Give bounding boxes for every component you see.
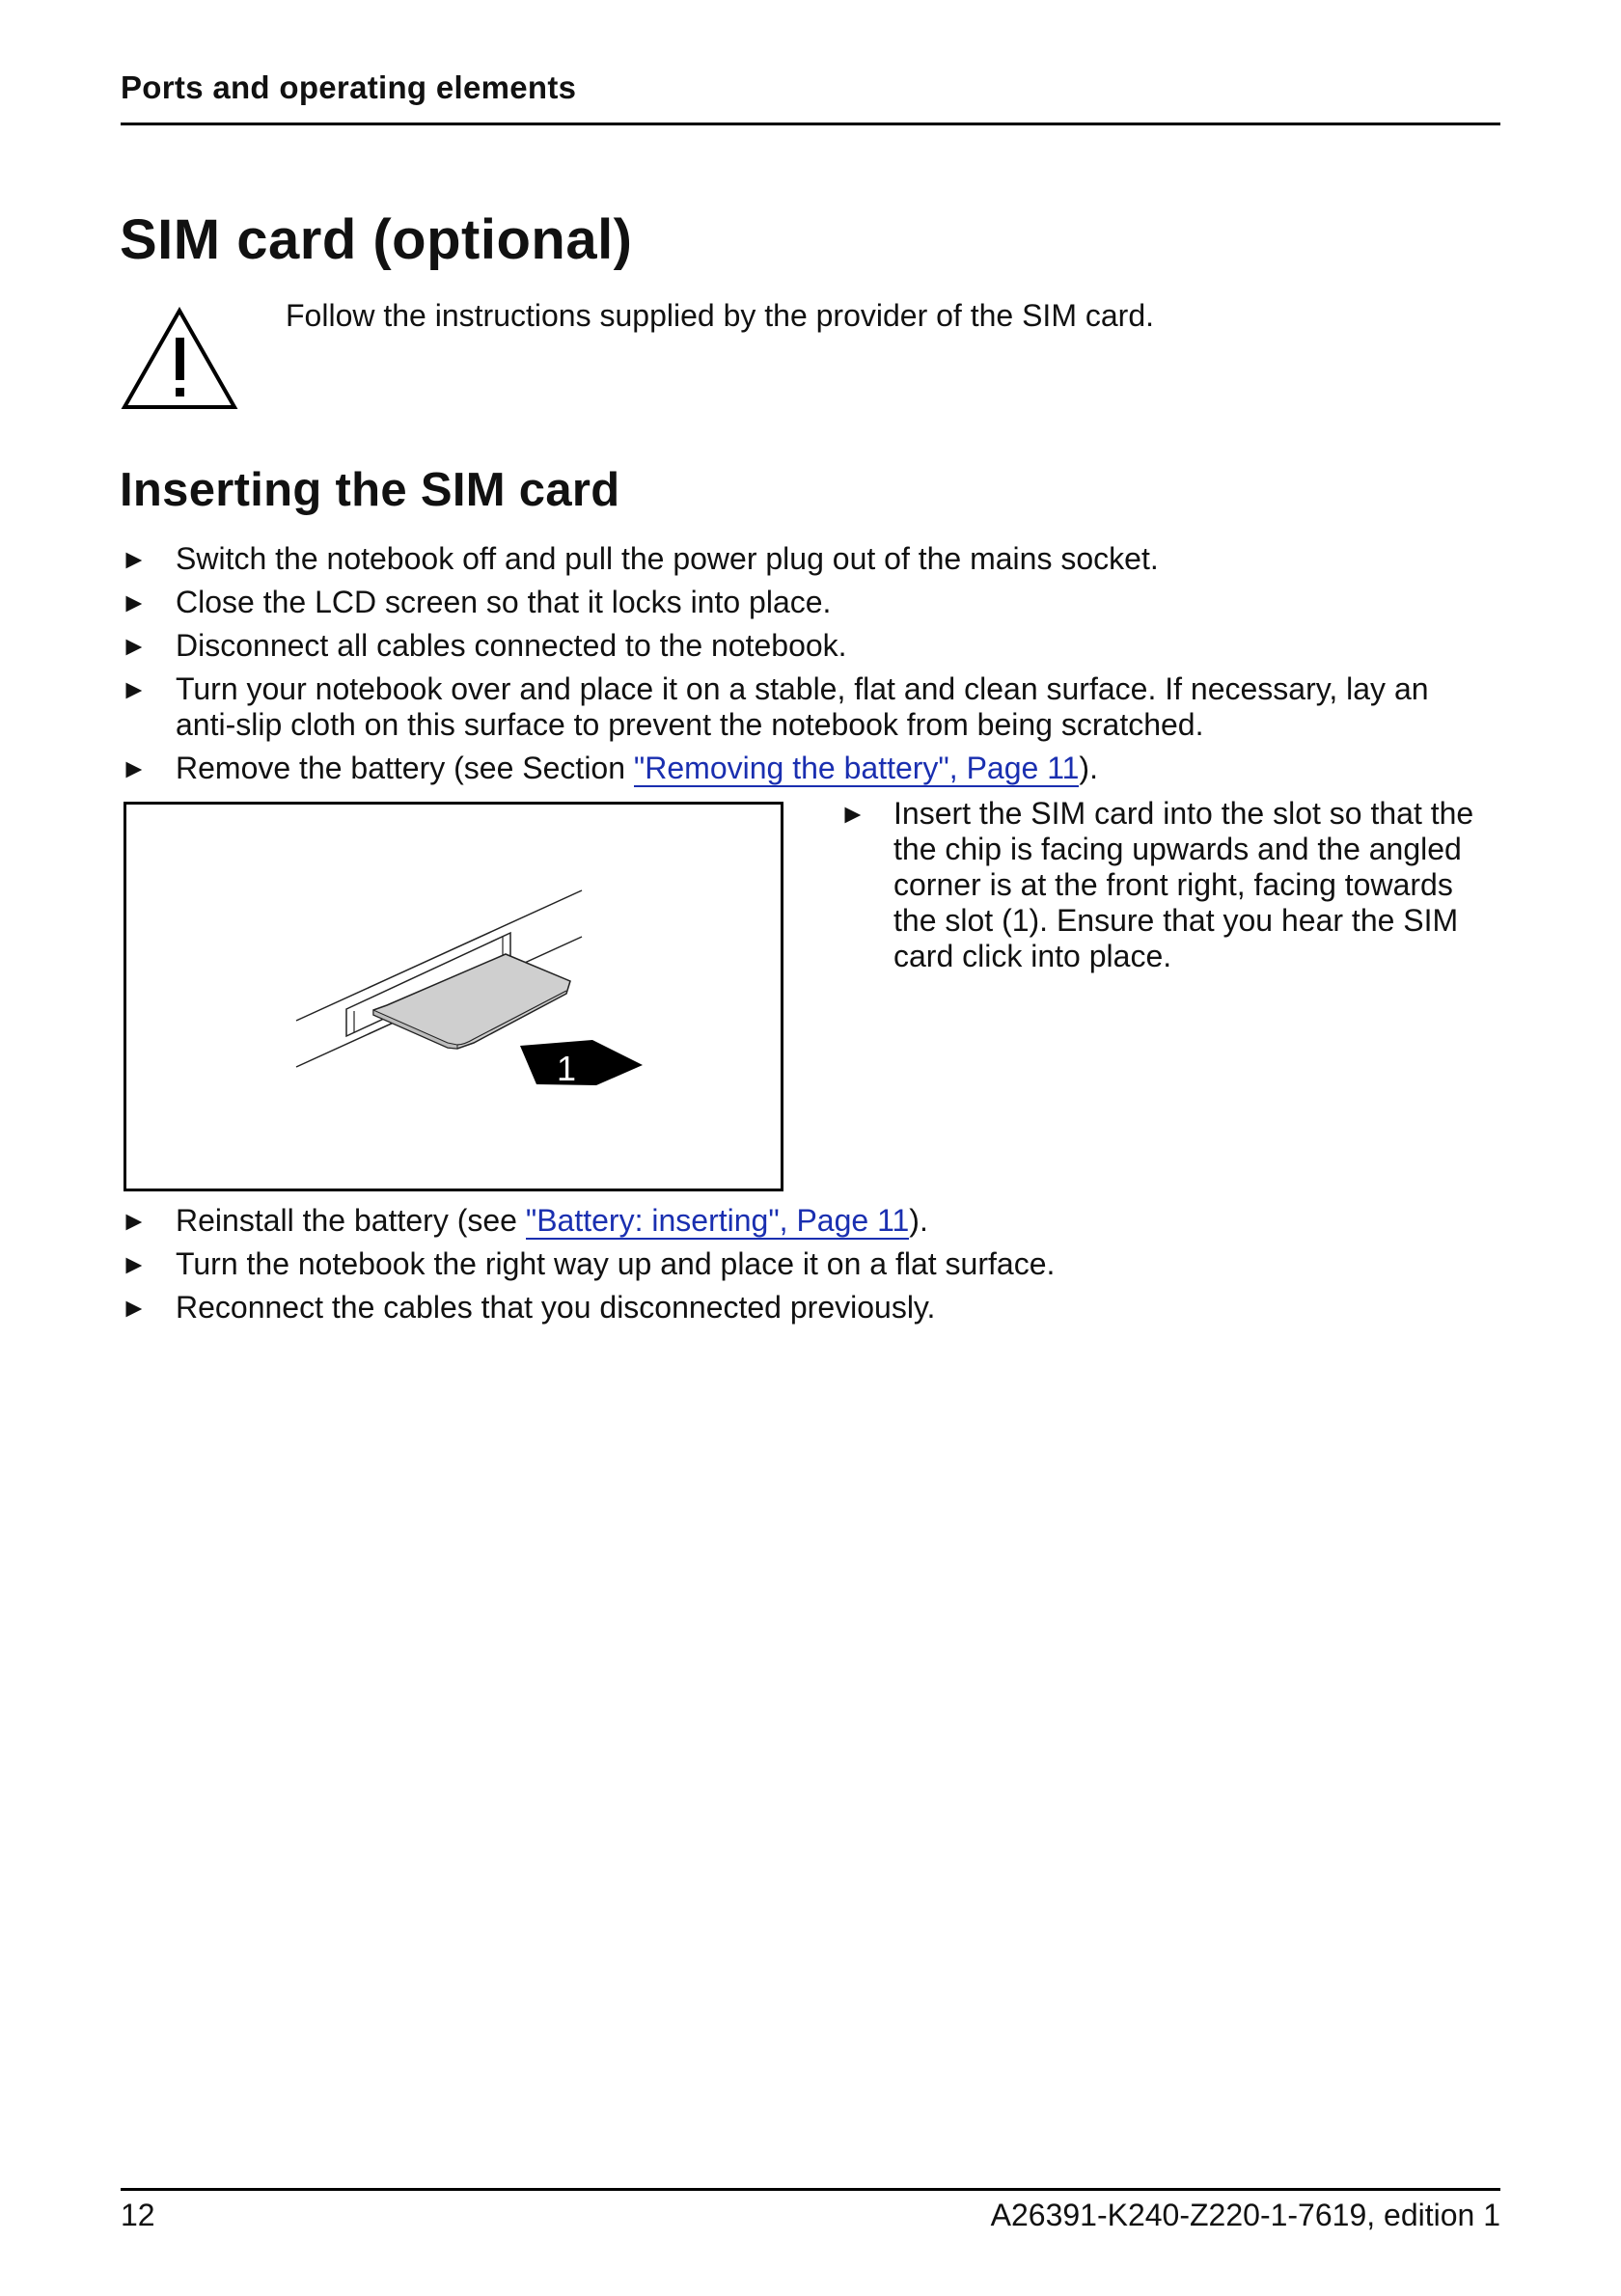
step-text: Turn the notebook the right way up and place it on a flat surface. [176,1246,1056,1281]
bullet-arrow-icon: ► [121,674,148,704]
bullet-arrow-icon: ► [121,544,148,574]
bullet-arrow-icon: ► [121,588,148,617]
step-item [121,1246,1491,1282]
subsection-title: Inserting the SIM card [120,464,620,516]
link-battery-inserting[interactable]: "Battery: inserting", Page 11 [525,1203,910,1238]
step-text-tail: ). [909,1203,928,1238]
callout-number: 1 [557,1049,577,1088]
header-rule [121,123,1500,125]
section-title: SIM card (optional) [120,208,633,271]
bullet-arrow-icon: ► [121,631,148,661]
bullet-arrow-icon: ► [121,1293,148,1323]
step-item [121,585,1491,620]
step-text: Close the LCD screen so that it locks into place. [176,585,832,619]
step-item [121,1203,1491,1239]
step-text: Reconnect the cables that you disconnected previously. [176,1290,936,1325]
step-item [839,796,1486,974]
bullet-arrow-icon: ► [839,799,866,829]
steps-list-before [121,541,1491,794]
bullet-arrow-icon: ► [121,1249,148,1279]
step-text: Disconnect all cables connected to the notebook. [176,628,847,663]
step-item [121,671,1491,743]
footer-rule [121,2188,1500,2191]
step-text: Remove the battery (see Section [176,751,634,785]
step-text: Switch the notebook off and pull the power plug out of the mains socket. [176,541,1159,576]
insert-direction-arrow-icon [520,1040,643,1085]
sim-card-illustration [124,802,783,1191]
steps-list-after [121,1203,1491,1333]
bullet-arrow-icon: ► [121,1206,148,1236]
step-item [121,541,1491,577]
step-text: Reinstall the battery (see [176,1203,526,1238]
warning-text: Follow the instructions supplied by the provider of the SIM card. [286,298,1154,333]
step-item [121,1290,1491,1326]
link-removing-battery[interactable]: "Removing the battery", Page 11 [633,751,1080,785]
step-text: Insert the SIM card into the slot so that the the chip is facing upwards and the angled corner is at the front right, facing towards the slot (1). Ensure that you hear the SIM card click into place. [893,796,1474,973]
steps-list-side [839,796,1486,982]
step-item [121,751,1491,786]
document-id: A26391-K240-Z220-1-7619, edition 1 [990,2198,1500,2232]
sim-card-drawing [126,805,781,1189]
warning-triangle-icon [121,307,238,411]
running-header: Ports and operating elements [121,69,577,105]
sim-card [373,954,570,1049]
page-number: 12 [121,2198,155,2232]
step-text-tail: ). [1079,751,1098,785]
bullet-arrow-icon: ► [121,753,148,783]
step-item [121,628,1491,664]
step-text: Turn your notebook over and place it on a stable, flat and clean surface. If necessary, lay an anti-slip cloth on this surface to prevent the notebook from being scratched. [176,671,1429,742]
